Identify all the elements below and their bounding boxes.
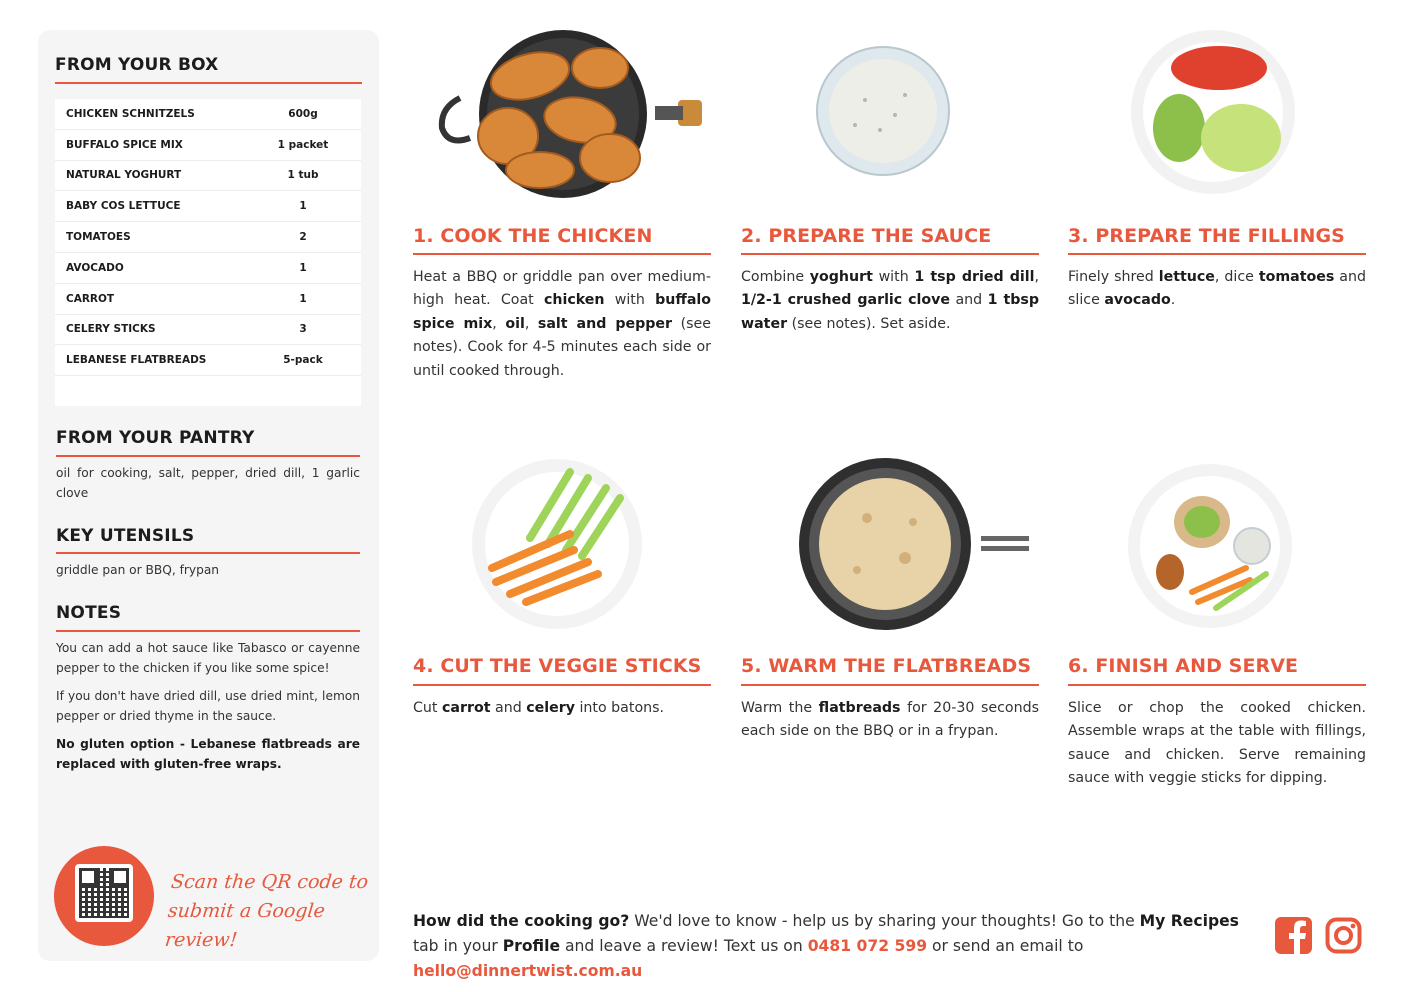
note-1: You can add a hot sauce like Tabasco or cayenne pepper to the chicken if you like some spice! <box>56 641 360 675</box>
ingredient-row <box>55 99 361 130</box>
step-3-title: 3. PREPARE THE FILLINGS <box>1068 225 1345 247</box>
step-1-divider <box>413 253 711 255</box>
yoghurt-sauce-photo <box>815 45 951 177</box>
ingredient-name: NATURAL YOGHURT <box>66 169 182 182</box>
ingredient-name: CHICKEN SCHNITZELS <box>66 107 195 120</box>
ingredient-qty: 5-pack <box>283 354 323 367</box>
ingredient-qty: 1 <box>299 261 307 274</box>
ingredient-row <box>55 315 361 346</box>
step-5-title: 5. WARM THE FLATBREADS <box>741 655 1032 677</box>
facebook-icon[interactable] <box>1275 917 1312 954</box>
sidebar <box>38 30 379 961</box>
ingredient-name: TOMATOES <box>66 231 131 244</box>
ingredient-name: LEBANESE FLATBREADS <box>66 354 207 367</box>
ingredient-qty: 1 tub <box>287 169 319 182</box>
ingredients-table <box>55 99 361 406</box>
email-link[interactable]: hello@dinnertwist.com.au <box>413 962 643 980</box>
ingredient-name: CARROT <box>66 292 115 305</box>
box-title-divider <box>55 82 362 84</box>
step-4-divider <box>413 684 711 686</box>
finished-wraps-photo <box>1126 462 1294 630</box>
utensils-title: KEY UTENSILS <box>56 526 195 546</box>
notes-divider <box>56 630 360 632</box>
ingredient-row <box>55 130 361 161</box>
phone-link[interactable]: 0481 072 599 <box>807 937 928 955</box>
pantry-text: oil for cooking, salt, pepper, dried dill, 1 garlic clove <box>56 466 360 500</box>
step-6-divider <box>1068 684 1366 686</box>
qr-code-badge[interactable] <box>54 846 154 946</box>
step-3-divider <box>1068 253 1366 255</box>
ingredient-qty: 1 packet <box>277 138 329 151</box>
ingredient-name: CELERY STICKS <box>66 323 156 336</box>
ingredient-qty: 3 <box>299 323 307 336</box>
ingredient-row <box>55 191 361 222</box>
pantry-title: FROM YOUR PANTRY <box>56 428 255 448</box>
flatbread-frypan-photo <box>797 458 1033 630</box>
qr-code[interactable] <box>75 864 133 922</box>
step-2-title: 2. PREPARE THE SAUCE <box>741 225 992 247</box>
veggie-sticks-photo <box>470 458 644 630</box>
ingredient-name: AVOCADO <box>66 261 124 274</box>
step-2-text: Combine yoghurt with 1 tsp dried dill, 1/2-1 crushed garlic clove and 1 tbsp water (see notes). Set aside. <box>741 269 1039 332</box>
ingredient-name: BABY COS LETTUCE <box>66 200 181 213</box>
ingredient-qty: 1 <box>299 292 307 305</box>
ingredient-qty: 600g <box>288 107 318 120</box>
step-4-title: 4. CUT THE VEGGIE STICKS <box>413 655 702 677</box>
ingredient-row <box>55 284 361 315</box>
step-5-text: Warm the flatbreads for 20-30 seconds each side on the BBQ or in a frypan. <box>741 700 1039 740</box>
ingredient-name: BUFFALO SPICE MIX <box>66 138 183 151</box>
feedback-footer: How did the cooking go? We'd love to know - help us by sharing your thoughts! Go to the My Recipes tab in your Profile and leave a review! Text us on 0481 072 599 or send an email to hello@dinnertwist.com.au <box>413 912 1239 980</box>
step-6-text: Slice or chop the cooked chicken. Assemble wraps at the table with fillings, sauce and chicken. Serve remaining sauce with veggie sticks for dipping. <box>1068 700 1366 787</box>
fillings-photo <box>1129 28 1297 196</box>
step-1-text: Heat a BBQ or griddle pan over medium-high heat. Coat chicken with buffalo spice mix, oil, salt and pepper (see notes). Cook for 4-5 minutes each side or until cooked through. <box>413 269 712 379</box>
step-4-text: Cut carrot and celery into batons. <box>413 700 665 716</box>
note-3: No gluten option - Lebanese flatbreads are replaced with gluten-free wraps. <box>56 737 360 771</box>
pantry-divider <box>56 455 360 457</box>
ingredient-row <box>55 161 361 192</box>
ingredient-row <box>55 345 361 376</box>
step-3-text: Finely shred lettuce, dice tomatoes and slice avocado. <box>1068 269 1366 309</box>
step-2-divider <box>741 253 1039 255</box>
note-2: If you don't have dried dill, use dried mint, lemon pepper or dried thyme in the sauce. <box>56 689 360 723</box>
notes-title: NOTES <box>56 603 122 623</box>
chicken-griddle-photo <box>430 28 705 200</box>
qr-caption: Scan the QR code to submit a Google review! <box>163 871 370 951</box>
step-5-divider <box>741 684 1039 686</box>
step-1-title: 1. COOK THE CHICKEN <box>413 225 653 247</box>
box-title: FROM YOUR BOX <box>55 55 219 75</box>
ingredient-row <box>55 222 361 253</box>
ingredient-qty: 2 <box>299 231 307 244</box>
step-6-title: 6. FINISH AND SERVE <box>1068 655 1299 677</box>
ingredient-qty: 1 <box>299 200 307 213</box>
utensils-divider <box>56 552 360 554</box>
ingredient-row <box>55 253 361 284</box>
instagram-icon[interactable] <box>1325 917 1362 954</box>
utensils-text: griddle pan or BBQ, frypan <box>56 563 220 577</box>
